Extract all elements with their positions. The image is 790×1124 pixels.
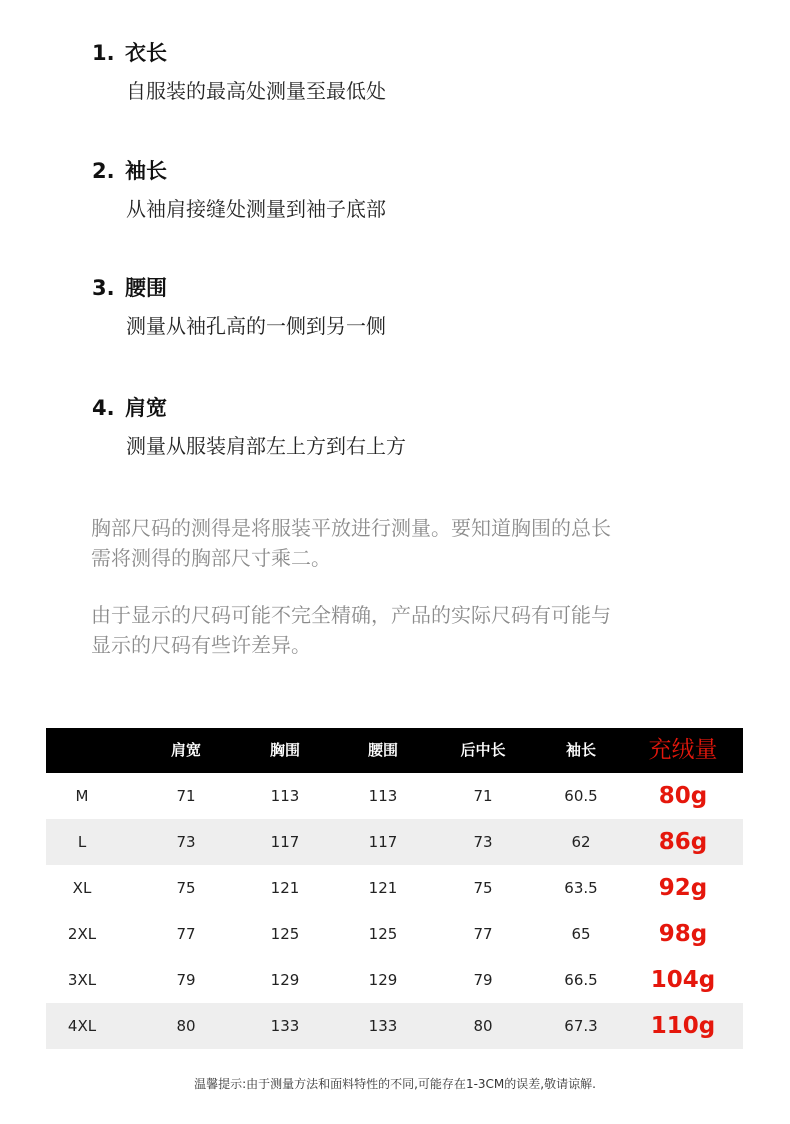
cell-size: 2XL (67, 925, 97, 943)
cell-back-length: 80 (473, 1017, 493, 1035)
cell-back-length: 73 (473, 833, 493, 851)
header-size (37, 728, 127, 773)
cell-shoulder-width: 73 (176, 833, 196, 851)
cell-waist: 133 (368, 1017, 398, 1035)
cell-chest: 125 (270, 925, 300, 943)
measurement-title (92, 156, 386, 186)
cell-back-length: 77 (473, 925, 493, 943)
cell-chest: 121 (270, 879, 300, 897)
cell-size: M (75, 787, 89, 805)
measurement-title (92, 393, 406, 423)
table-row (46, 773, 743, 819)
cell-waist: 125 (368, 925, 398, 943)
measurement-description: 从袖肩接缝处测量到袖子底部 (126, 197, 386, 221)
measurement-description: 测量从服装肩部左上方到右上方 (126, 434, 406, 458)
measurement-item-waist (92, 273, 386, 341)
measurement-title (92, 273, 386, 303)
cell-fill-weight: 110g (650, 1013, 716, 1039)
cell-waist: 121 (368, 879, 398, 897)
measurement-item-length (92, 38, 386, 106)
cell-chest: 117 (270, 833, 300, 851)
header-waist: 腰围 (367, 741, 398, 759)
header-chest: 胸围 (269, 741, 300, 759)
note-chest-measure (91, 513, 711, 573)
cell-waist: 113 (368, 787, 398, 805)
cell-back-length: 71 (473, 787, 493, 805)
cell-sleeve-length: 65 (571, 925, 591, 943)
cell-shoulder-width: 79 (176, 971, 196, 989)
cell-size: L (77, 833, 87, 851)
header-shoulder-width: 肩宽 (170, 741, 201, 759)
cell-back-length: 79 (473, 971, 493, 989)
table-row (46, 865, 743, 911)
note-line: 显示的尺码有些许差异。 (91, 633, 311, 657)
table-header-row (46, 728, 743, 773)
cell-back-length: 75 (473, 879, 493, 897)
header-sleeve-length: 袖长 (565, 741, 596, 759)
table-row (46, 819, 743, 865)
measurement-number: 1. (92, 41, 115, 65)
cell-chest: 129 (270, 971, 300, 989)
cell-fill-weight: 92g (658, 875, 708, 901)
cell-shoulder-width: 80 (176, 1017, 196, 1035)
footer-tip: 温馨提示:由于测量方法和面料特性的不同,可能存在1-3CM的误差,敬请谅解. (194, 1077, 596, 1091)
cell-sleeve-length: 60.5 (564, 787, 598, 805)
measurement-item-sleeve (92, 156, 386, 224)
table-row (46, 1003, 743, 1049)
measurement-description: 自服装的最高处测量至最低处 (126, 79, 386, 103)
measurement-title-text: 袖长 (125, 159, 167, 183)
note-line: 胸部尺码的测得是将服装平放进行测量。要知道胸围的总长 (91, 516, 611, 540)
measurement-title (92, 38, 386, 68)
measurement-description: 测量从袖孔高的一侧到另一侧 (126, 314, 386, 338)
measurement-number: 3. (92, 276, 115, 300)
cell-shoulder-width: 77 (176, 925, 196, 943)
cell-sleeve-length: 62 (571, 833, 591, 851)
cell-fill-weight: 104g (650, 967, 716, 993)
header-fill-weight: 充绒量 (648, 737, 718, 763)
measurement-title-text: 肩宽 (125, 396, 167, 420)
cell-sleeve-length: 67.3 (564, 1017, 598, 1035)
cell-fill-weight: 86g (658, 829, 708, 855)
table-row (46, 957, 743, 1003)
cell-waist: 117 (368, 833, 398, 851)
cell-sleeve-length: 66.5 (564, 971, 598, 989)
cell-sleeve-length: 63.5 (564, 879, 598, 897)
cell-shoulder-width: 71 (176, 787, 196, 805)
cell-chest: 133 (270, 1017, 300, 1035)
cell-size: XL (72, 879, 92, 897)
cell-waist: 129 (368, 971, 398, 989)
measurement-item-shoulder (92, 393, 406, 461)
measurement-title-text: 衣长 (125, 41, 167, 65)
cell-size: 3XL (67, 971, 97, 989)
cell-chest: 113 (270, 787, 300, 805)
measurement-title-text: 腰围 (125, 276, 167, 300)
cell-shoulder-width: 75 (176, 879, 196, 897)
table-row (46, 911, 743, 957)
note-line: 需将测得的胸部尺寸乘二。 (91, 546, 331, 570)
cell-fill-weight: 80g (658, 783, 708, 809)
cell-size: 4XL (67, 1017, 97, 1035)
note-size-variance (91, 600, 711, 660)
measurement-number: 2. (92, 159, 115, 183)
measurement-number: 4. (92, 396, 115, 420)
header-back-length: 后中长 (460, 741, 506, 759)
cell-fill-weight: 98g (658, 921, 708, 947)
note-line: 由于显示的尺码可能不完全精确，产品的实际尺码有可能与 (91, 603, 611, 627)
size-table (46, 728, 743, 1049)
